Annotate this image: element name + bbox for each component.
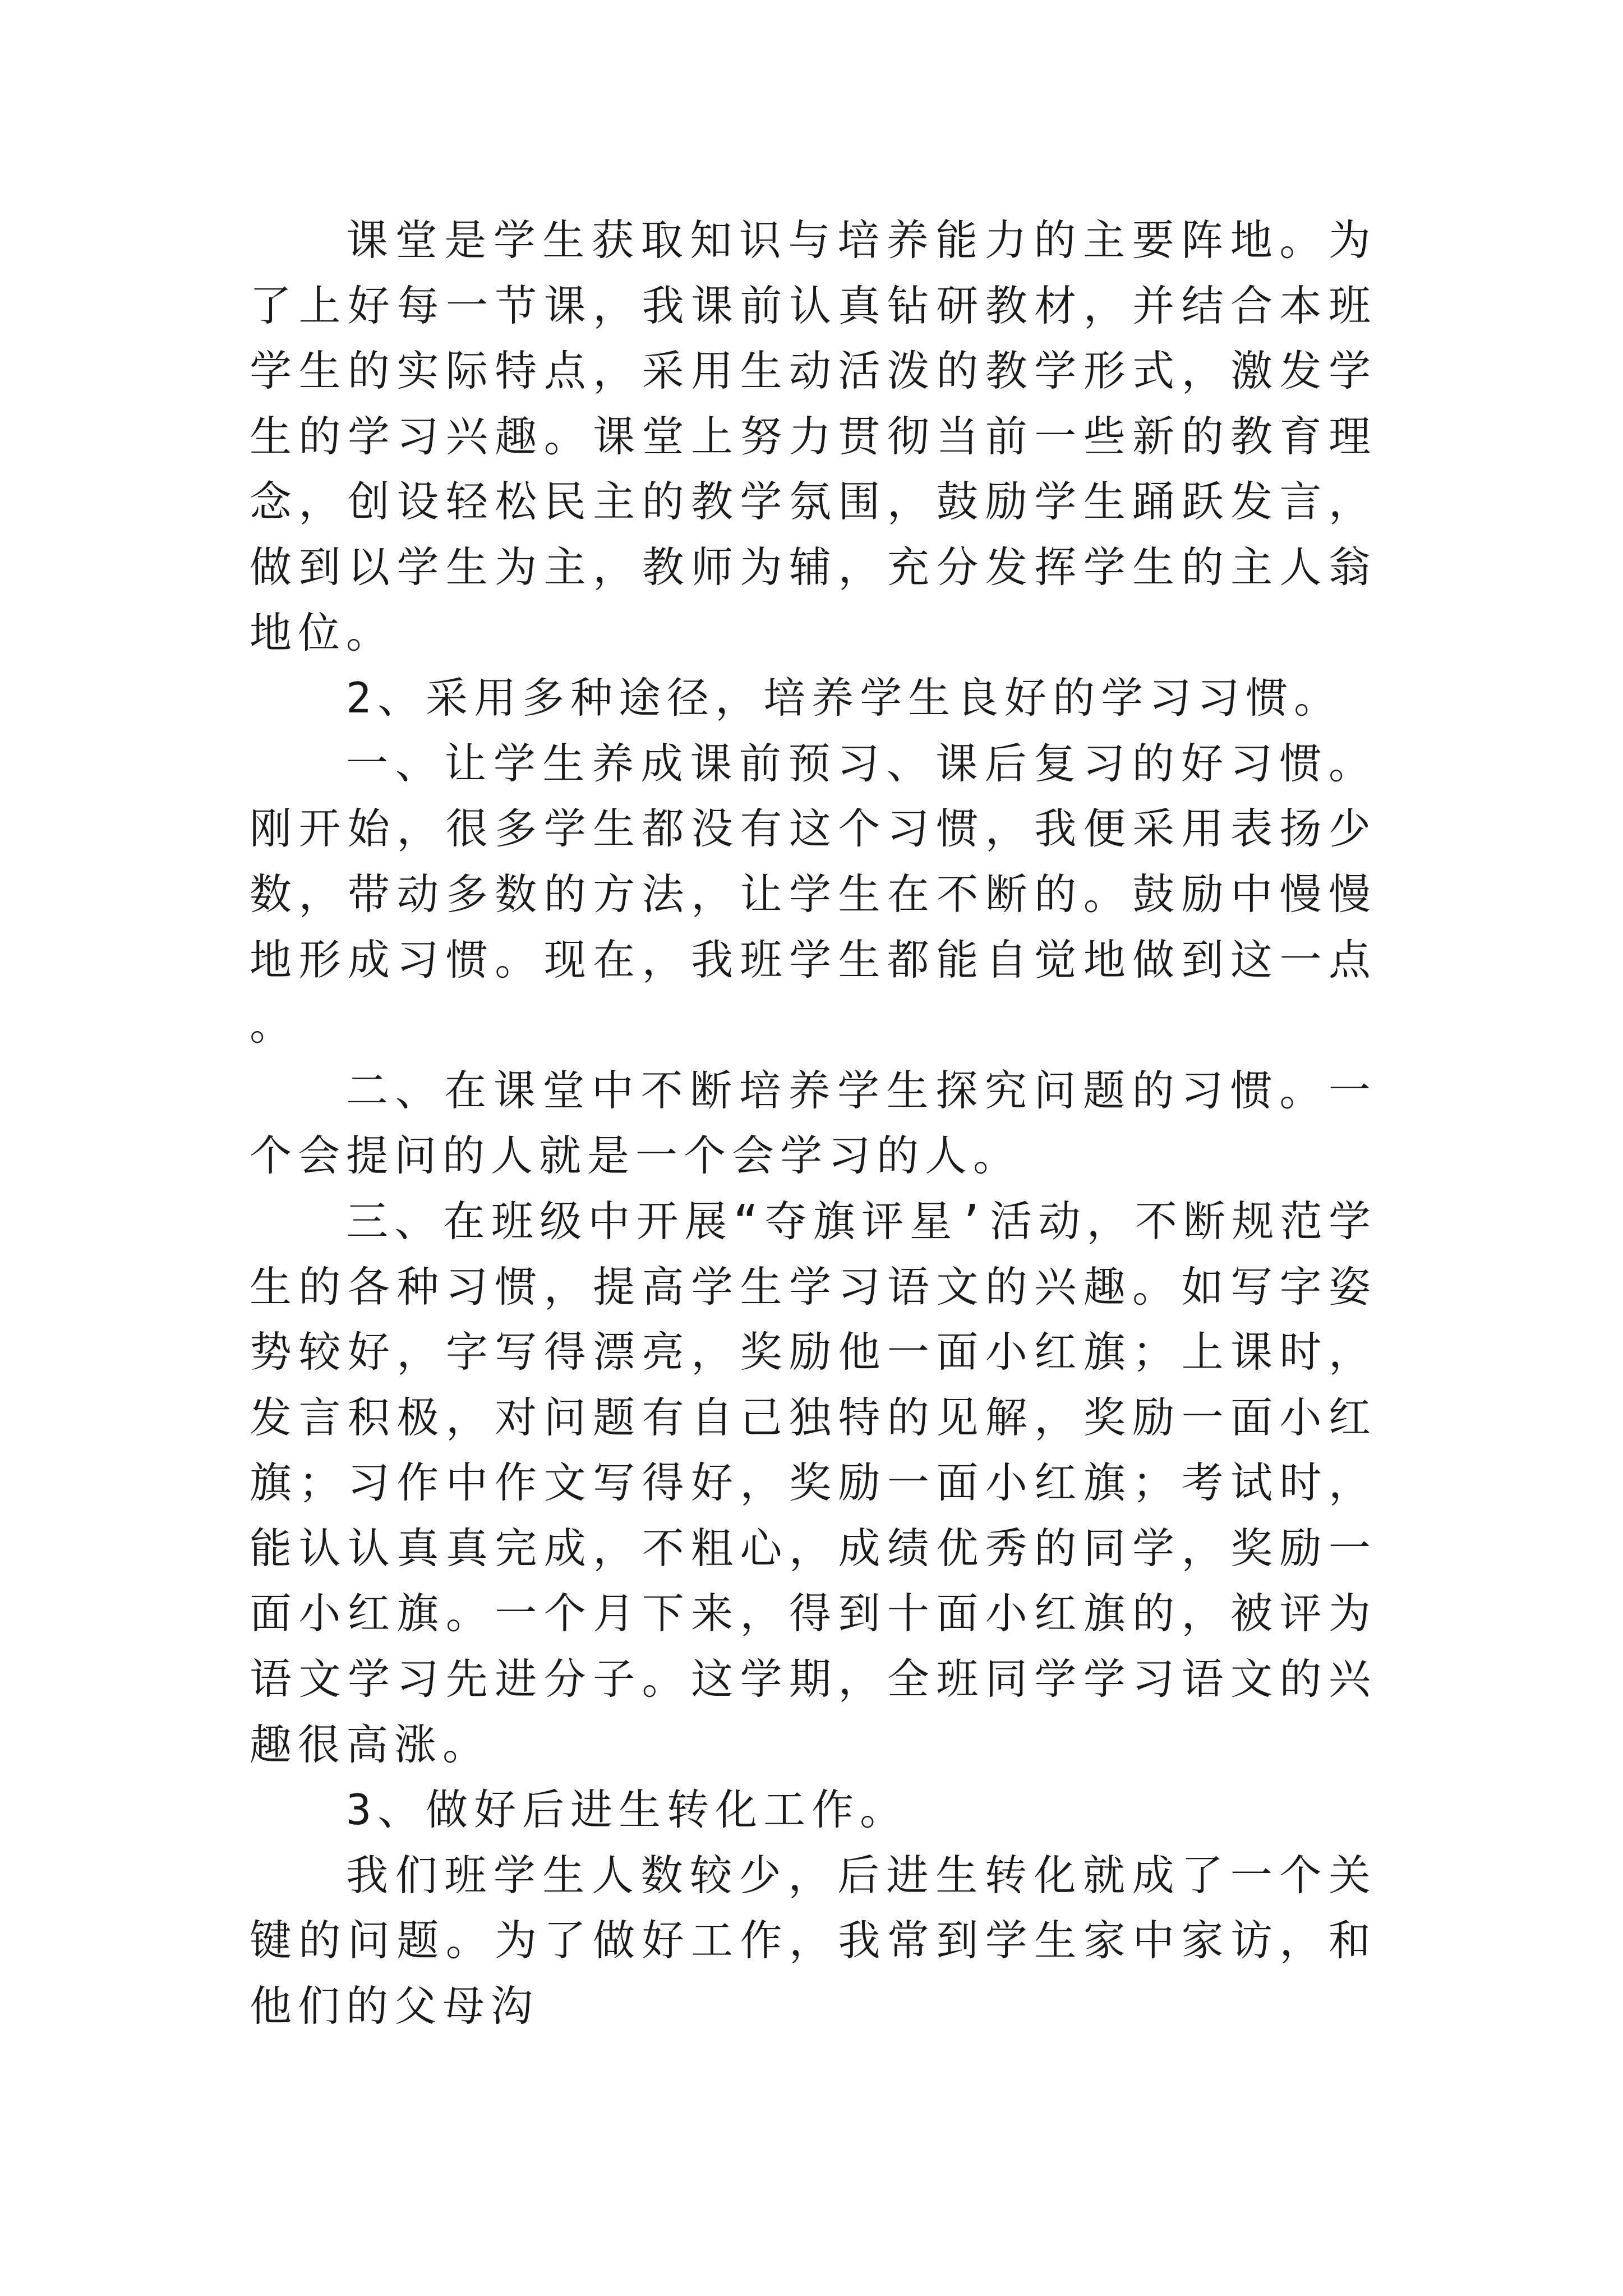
paragraph-habit-1: 一、让学生养成课前预习、课后复习的好习惯。刚开始，很多学生都没有这个习惯，我便采用表扬少数，带动多数的方法，让学生在不断的。鼓励中慢慢地形成习惯。现在，我班学生都能自觉地做到这一点。 xyxy=(250,738,1377,1050)
paragraph-heading-3: 3、做好后进生转化工作。 xyxy=(346,1785,909,1835)
document-body xyxy=(250,208,1377,2039)
paragraph-heading-2: 2、采用多种途径，培养学生良好的学习习惯。 xyxy=(346,673,1343,723)
paragraph-underachievers: 我们班学生人数较少，后进生转化就成了一个关键的问题。为了做好工作，我常到学生家中家访，和他们的父母沟 xyxy=(250,1850,1377,2031)
paragraph-classroom: 课堂是学生获取知识与培养能力的主要阵地。为了上好每一节课，我课前认真钻研教材，并结合本班学生的实际特点，采用生动活泼的教学形式，激发学生的学习兴趣。课堂上努力贯彻当前一些新的教育理念，创设轻松民主的教学氛围，鼓励学生踊跃发言，做到以学生为主，教师为辅，充分发挥学生的主人翁地位。 xyxy=(250,215,1377,657)
paragraph-habit-2: 二、在课堂中不断培养学生探究问题的习惯。一个会提问的人就是一个会学习的人。 xyxy=(250,1065,1377,1181)
paragraph-habit-3: 三、在班级中开展“夺旗评星’活动，不断规范学生的各种习惯，提高学生学习语文的兴趣。如写字姿势较好，字写得漂亮，奖励他一面小红旗；上课时，发言积极，对问题有自己独特的见解，奖励一面小红旗；习作中作文写得好，奖励一面小红旗；考试时，能认认真真完成，不粗心，成绩优秀的同学，奖励一面小红旗。一个月下来，得到十面小红旗的，被评为语文学习先进分子。这学期，全班同学学习语文的兴趣很高涨。 xyxy=(250,1196,1377,1769)
